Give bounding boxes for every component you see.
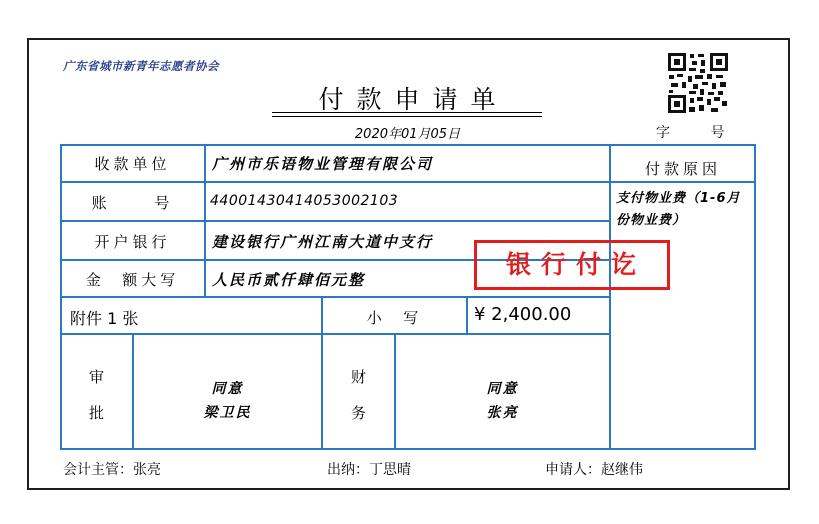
attachment-count: 附件 1 张 [70,309,139,328]
approval-opinion: 同意 [211,381,244,397]
zihao-label: 字 号 [656,125,743,141]
approval-label-bottom: 批 [88,404,104,422]
finance-opinion: 同意 [486,381,519,397]
qr-code-icon [667,52,729,114]
finance-label-top: 财 [350,368,366,386]
payee-label: 收款单位 [94,155,171,173]
title-underline-double [272,116,542,117]
organization-name: 广东省城市新青年志愿者协会 [63,59,219,73]
form-date: 2020年01月05日 [354,127,461,142]
footer-cashier: 出纳：丁思晴 [327,462,411,478]
approval-label-top: 审 [88,368,104,386]
bank-paid-stamp: 银行付讫 [474,240,670,290]
bank-label: 开户银行 [94,233,171,251]
payee-value: 广州市乐语物业管理有限公司 [212,155,434,173]
account-label: 账 号 [91,194,174,212]
account-value: 440014304140530021​03 [210,193,399,209]
amount-big-label: 金 额大写 [85,271,180,289]
footer-accountant: 会计主管：张亮 [63,462,161,478]
title-underline [272,112,542,113]
payment-table [60,144,756,450]
approval-signer: 梁卫民 [203,405,252,421]
footer-applicant: 申请人：赵继伟 [545,462,643,478]
finance-label-bottom: 务 [350,404,366,422]
finance-signer: 张亮 [486,405,519,421]
reason-value: 支付物业费（1-6月份物业费） [616,191,741,228]
page-title: 付款申请单 [318,85,509,114]
amount-small-value: ¥ 2,400.00 [474,304,572,325]
amount-big-value: 人民币贰仟肆佰元整 [212,271,366,289]
amount-small-label: 小 写 [366,309,423,327]
bank-value: 建设银行广州江南大道中支行 [212,233,434,251]
reason-label: 付款原因 [644,160,721,178]
